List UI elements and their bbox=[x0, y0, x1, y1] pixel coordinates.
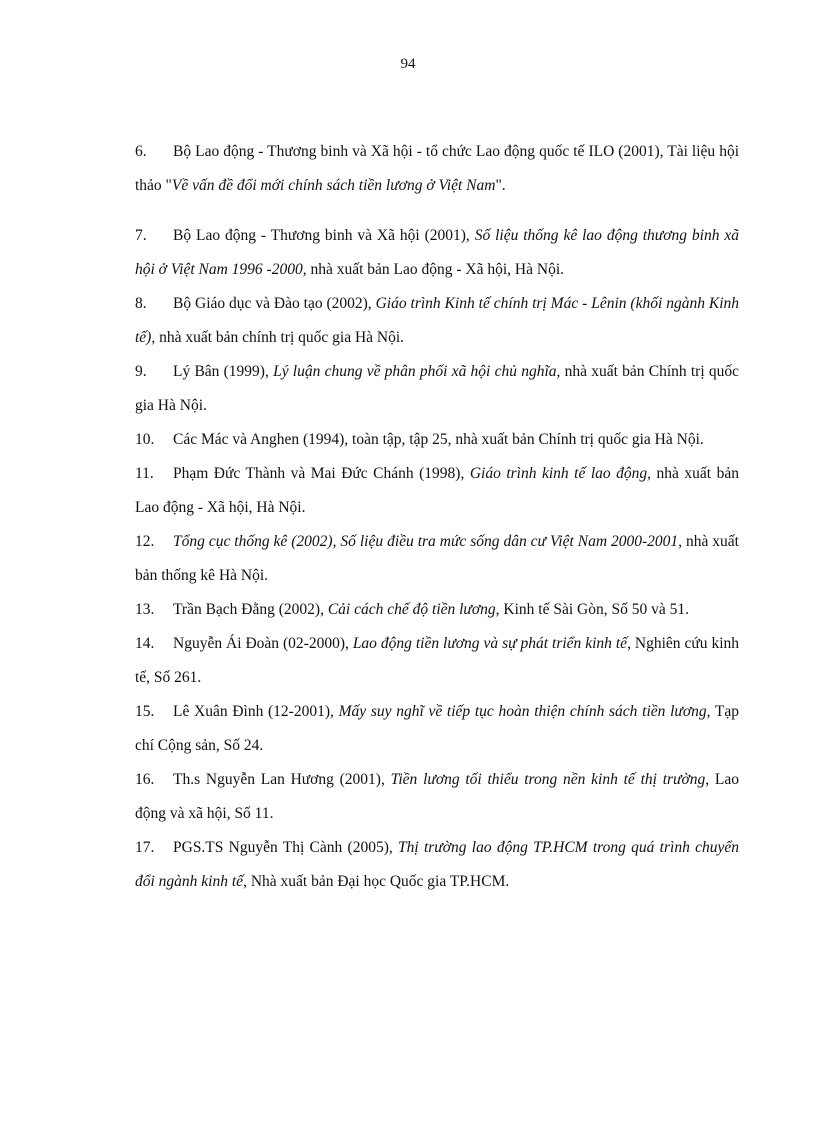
reference-number: 10. bbox=[135, 431, 155, 448]
reference-item bbox=[135, 763, 739, 831]
reference-text: Trần Bạch Đằng (2002), bbox=[173, 601, 328, 618]
reference-text-after: ". bbox=[495, 177, 506, 194]
reference-title: Mấy suy nghĩ về tiếp tục hoàn thiện chính sách tiền lương bbox=[338, 703, 707, 720]
reference-number: 7. bbox=[135, 227, 147, 244]
reference-text-after: , Nhà xuất bản Đại học Quốc gia TP.HCM. bbox=[243, 873, 510, 890]
reference-title: Số liệu thống kê lao động thương binh xã hội ở Việt Nam 1996 -2000, bbox=[135, 227, 739, 278]
reference-title: Giáo trình kinh tế lao động, bbox=[469, 465, 652, 482]
reference-text: Nguyễn Ái Đoàn (02-2000), bbox=[173, 635, 353, 652]
reference-list bbox=[135, 135, 739, 899]
reference-title: Lao động tiền lương và sự phát triển kinh tế bbox=[352, 635, 628, 652]
reference-item bbox=[135, 457, 739, 525]
reference-text: Phạm Đức Thành và Mai Đức Chánh (1998), bbox=[173, 465, 470, 482]
reference-text: PGS.TS Nguyễn Thị Cành (2005), bbox=[173, 839, 399, 856]
reference-item bbox=[135, 355, 739, 423]
reference-text: Bộ Lao động - Thương binh và Xã hội (2001), bbox=[173, 227, 475, 244]
reference-title: Lý luận chung về phân phối xã hội chủ nghĩa, bbox=[273, 363, 561, 380]
reference-number: 15. bbox=[135, 703, 155, 720]
reference-number: 6. bbox=[135, 143, 147, 160]
reference-item bbox=[135, 219, 739, 287]
reference-item bbox=[135, 525, 739, 593]
reference-title: Thị trường lao động TP.HCM trong quá trình chuyển đổi ngành kinh tế bbox=[135, 839, 739, 890]
reference-title: Tổng cục thống kê (2002), Số liệu điều tra mức sống dân cư Việt Nam 2000-2001, bbox=[173, 533, 683, 550]
reference-number: 12. bbox=[135, 533, 155, 550]
reference-item bbox=[135, 627, 739, 695]
reference-title: Cải cách chế độ tiền lương bbox=[327, 601, 496, 618]
reference-text-after: nhà xuất bản chính trị quốc gia Hà Nội. bbox=[155, 329, 405, 346]
reference-item bbox=[135, 695, 739, 763]
reference-number: 9. bbox=[135, 363, 147, 380]
reference-item bbox=[135, 135, 739, 203]
reference-item bbox=[135, 423, 739, 457]
reference-text: Các Mác và Anghen (1994), toàn tập, tập 25, nhà xuất bản Chính trị quốc gia Hà Nội. bbox=[173, 431, 704, 448]
reference-item bbox=[135, 593, 739, 627]
reference-text-after: nhà xuất bản Lao động - Xã hội, Hà Nội. bbox=[135, 465, 739, 516]
reference-text-after: nhà xuất bản thống kê Hà Nội. bbox=[135, 533, 739, 584]
reference-text-after: , Tạp chí Cộng sản, Số 24. bbox=[135, 703, 740, 754]
reference-text: Bộ Giáo dục và Đào tạo (2002), bbox=[173, 295, 376, 312]
reference-item bbox=[135, 287, 739, 355]
reference-title: Về vấn đề đổi mới chính sách tiền lương ở Việt Nam bbox=[171, 177, 496, 194]
reference-text-after: , Lao động và xã hội, Số 11. bbox=[135, 771, 740, 822]
reference-title: Giáo trình Kinh tế chính trị Mác - Lênin (khối ngành Kinh tế), bbox=[135, 295, 740, 346]
reference-text-after: , Nghiên cứu kinh tế, Số 261. bbox=[135, 635, 739, 686]
reference-text-after: , Kinh tế Sài Gòn, Số 50 và 51. bbox=[495, 601, 689, 618]
reference-item bbox=[135, 831, 739, 899]
reference-text: Lê Xuân Đình (12-2001), bbox=[173, 703, 339, 720]
reference-title: Tiền lương tối thiểu trong nền kinh tế thị trường bbox=[390, 771, 706, 788]
reference-number: 8. bbox=[135, 295, 147, 312]
reference-number: 16. bbox=[135, 771, 155, 788]
reference-text-after: nhà xuất bản Lao động - Xã hội, Hà Nội. bbox=[306, 261, 565, 278]
reference-text-after: nhà xuất bản Chính trị quốc gia Hà Nội. bbox=[135, 363, 740, 414]
reference-text: Bộ Lao động - Thương binh và Xã hội - tổ chức Lao động quốc tế ILO (2001), Tài liệu hội thảo " bbox=[135, 143, 739, 194]
reference-text: Lý Bân (1999), bbox=[173, 363, 274, 380]
reference-number: 14. bbox=[135, 635, 155, 652]
reference-text: Th.s Nguyễn Lan Hương (2001), bbox=[173, 771, 391, 788]
reference-number: 11. bbox=[135, 465, 154, 482]
page-number: 94 bbox=[400, 56, 416, 72]
reference-number: 13. bbox=[135, 601, 155, 618]
reference-number: 17. bbox=[135, 839, 155, 856]
